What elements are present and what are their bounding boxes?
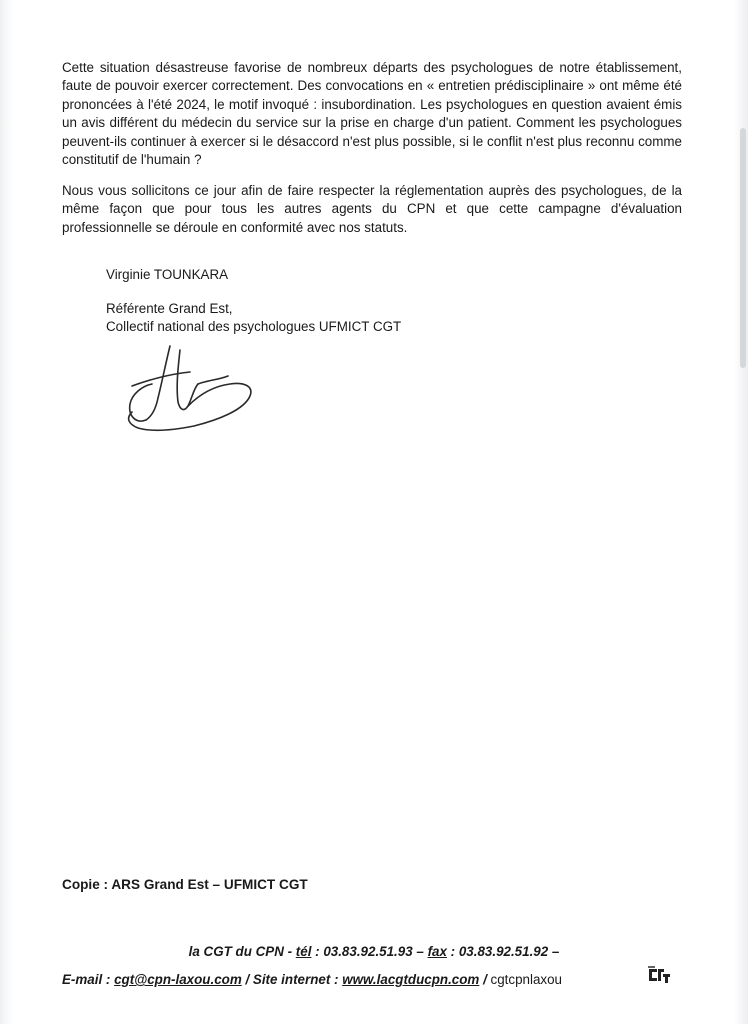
handwritten-signature (118, 340, 268, 440)
footer-fax-value: : 03.83.92.51.92 – (446, 944, 560, 959)
footer-tel-value: : 03.83.92.51.93 – (311, 944, 428, 959)
signatory-role-line-2: Collectif national des psychologues UFMICT CGT (106, 319, 402, 335)
footer-tel-label: tél (295, 944, 312, 959)
footer-email-link[interactable]: cgt@cpn-laxou.com (114, 972, 242, 987)
footer-social-separator: / (479, 972, 491, 987)
signatory-name: Virginie TOUNKARA (106, 267, 229, 282)
footer-site-link[interactable]: www.lacgtducpn.com (342, 972, 480, 987)
copy-line: Copie : ARS Grand Est – UFMICT CGT (62, 877, 308, 892)
scrollbar[interactable] (738, 60, 748, 320)
footer-org: la CGT du CPN - (188, 944, 296, 959)
body-paragraph-1: Cette situation désastreuse favorise de nombreux départs des psychologues de notre établissement, faute de pouvoir exercer correctement. Des convocations en « entretien prédisciplinaire » ont même été prononcées à l'été 2024, le motif invoqué : insubordination. Les psychologues en question avaient émis un avis différent du médecin du service sur la prise en charge d'un patient. Comment les psychologues peuvent-ils continuer à exercer si le désaccord n'est plus possible, si le conflit n'est plus reconnu comme constitutif de l'humain ? (62, 60, 682, 168)
signatory-role-line-1: Référente Grand Est, (106, 301, 233, 316)
footer-site-label: / Site internet : (241, 972, 343, 987)
footer-contact-line (0, 944, 748, 959)
footer-email-label: E-mail : (62, 972, 115, 987)
signatory-title (106, 300, 401, 337)
scrollbar-thumb[interactable] (740, 128, 746, 368)
body-paragraph-2: Nous vous sollicitons ce jour afin de faire respecter la réglementation auprès des psychologues, de la même façon que pour tous les autres agents du CPN et que cette campagne d'évaluation professionnelle se déroule en conformité avec nos statuts. (62, 183, 682, 235)
footer-fax-label: fax (427, 944, 447, 959)
cgt-logo-icon (646, 964, 672, 986)
footer-web-line (62, 972, 562, 987)
footer-social-handle: cgtcpnlaxou (490, 972, 562, 987)
